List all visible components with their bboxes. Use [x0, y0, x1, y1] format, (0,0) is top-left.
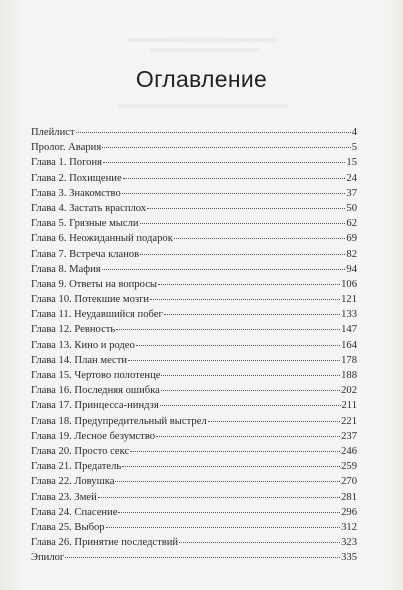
dot-leader — [160, 405, 341, 406]
toc-entry-page-number: 221 — [341, 415, 357, 427]
toc-entry-title: Пролог. Авария — [31, 142, 102, 154]
dot-leader — [164, 314, 340, 315]
dot-leader — [147, 208, 345, 209]
toc-entry-title: Эпилог — [31, 552, 65, 564]
toc-entry-title: Глава 3. Знакомство — [31, 187, 121, 199]
toc-entry[interactable] — [31, 338, 357, 353]
toc-entry[interactable] — [31, 520, 357, 535]
toc-entry-page-number: 296 — [341, 506, 357, 518]
toc-entry-page-number: 270 — [341, 476, 357, 488]
dot-leader — [123, 178, 346, 179]
dot-leader — [115, 481, 340, 482]
dot-leader — [208, 421, 340, 422]
dot-leader — [140, 254, 345, 255]
toc-entry[interactable] — [31, 368, 357, 383]
toc-entry-title: Глава 12. Ревность — [31, 324, 116, 336]
toc-entry[interactable] — [31, 216, 357, 231]
toc-entry-title: Глава 25. Выбор — [31, 521, 105, 533]
bleed-through-text — [128, 38, 278, 42]
toc-entry[interactable] — [31, 398, 357, 413]
toc-entry-page-number: 281 — [341, 491, 357, 503]
dot-leader — [116, 329, 340, 330]
toc-entry[interactable] — [31, 550, 357, 565]
toc-entry-title: Глава 20. Просто секс — [31, 445, 130, 457]
bleed-through-text — [118, 104, 288, 108]
toc-entry-page-number: 82 — [346, 248, 357, 260]
toc-entry[interactable] — [31, 383, 357, 398]
toc-entry[interactable] — [31, 459, 357, 474]
toc-entry[interactable] — [31, 277, 357, 292]
dot-leader — [179, 542, 340, 543]
toc-entry-page-number: 15 — [346, 157, 357, 169]
toc-entry-page-number: 246 — [341, 445, 357, 457]
toc-entry[interactable] — [31, 444, 357, 459]
toc-entry-title: Глава 1. Погоня — [31, 157, 102, 169]
toc-entry[interactable] — [31, 231, 357, 246]
toc-entry-title: Глава 9. Ответы на вопросы — [31, 278, 158, 290]
dot-leader — [161, 390, 340, 391]
toc-entry-page-number: 133 — [341, 309, 357, 321]
dot-leader — [156, 436, 340, 437]
dot-leader — [106, 527, 341, 528]
dot-leader — [102, 147, 351, 148]
toc-entry-title: Глава 26. Принятие последствий — [31, 537, 179, 549]
toc-entry-title: Глава 23. Змей — [31, 491, 97, 503]
toc-entry-title: Глава 11. Неудавшийся побег — [31, 309, 163, 321]
toc-entry-title: Глава 4. Застать врасплох — [31, 202, 147, 214]
toc-entry[interactable] — [31, 414, 357, 429]
toc-entry[interactable] — [31, 307, 357, 322]
toc-entry-page-number: 106 — [341, 278, 357, 290]
dot-leader — [161, 375, 340, 376]
toc-entry[interactable] — [31, 535, 357, 550]
toc-entry[interactable] — [31, 186, 357, 201]
toc-entry-title: Глава 6. Неожиданный подарок — [31, 233, 173, 245]
dot-leader — [76, 132, 351, 133]
toc-entry[interactable] — [31, 201, 357, 216]
toc-entry[interactable] — [31, 490, 357, 505]
toc-entry-page-number: 69 — [346, 233, 357, 245]
toc-entry-title: Глава 22. Ловушка — [31, 476, 115, 488]
dot-leader — [103, 162, 345, 163]
toc-entry-page-number: 237 — [341, 430, 357, 442]
toc-entry[interactable] — [31, 125, 357, 140]
toc-entry-title: Глава 5. Грязные мысли — [31, 218, 139, 230]
toc-entry-page-number: 202 — [341, 385, 357, 397]
toc-entry[interactable] — [31, 140, 357, 155]
toc-entry-page-number: 335 — [341, 552, 357, 564]
toc-entry[interactable] — [31, 171, 357, 186]
dot-leader — [65, 557, 340, 558]
page-title: Оглавление — [135, 66, 268, 92]
toc-entry-title: Глава 2. Похищение — [31, 172, 122, 184]
toc-entry-title: Плейлист — [31, 127, 75, 138]
dot-leader — [122, 193, 346, 194]
dot-leader — [130, 451, 340, 452]
toc-entry[interactable] — [31, 429, 357, 444]
toc-entry-title: Глава 14. План мести — [31, 354, 128, 366]
dot-leader — [118, 512, 340, 513]
toc-entry[interactable] — [31, 247, 357, 262]
dot-leader — [98, 497, 340, 498]
table-of-contents — [31, 125, 357, 565]
toc-entry-title: Глава 10. Потекшие мозги — [31, 294, 150, 306]
toc-entry-page-number: 50 — [346, 202, 357, 214]
toc-entry[interactable] — [31, 322, 357, 337]
bleed-through-text — [150, 48, 260, 52]
toc-entry-page-number: 312 — [341, 521, 357, 533]
toc-entry-title: Глава 8. Мафия — [31, 263, 101, 275]
toc-entry-title: Глава 21. Предатель — [31, 461, 122, 473]
toc-entry[interactable] — [31, 505, 357, 520]
toc-entry-title: Глава 18. Предупредительный выстрел — [31, 415, 207, 427]
toc-entry-page-number: 147 — [341, 324, 357, 336]
toc-entry-title: Глава 13. Кино и родео — [31, 339, 135, 351]
toc-entry-page-number: 211 — [341, 400, 357, 412]
toc-entry-title: Глава 19. Лесное безумство — [31, 430, 156, 442]
dot-leader — [128, 360, 340, 361]
toc-entry-page-number: 37 — [346, 187, 357, 199]
toc-entry-title: Глава 16. Последняя ошибка — [31, 385, 160, 397]
toc-entry-title: Глава 17. Принцесса-ниндзя — [31, 400, 159, 412]
toc-entry-page-number: 62 — [346, 218, 357, 230]
toc-entry-title: Глава 7. Встреча кланов — [31, 248, 140, 260]
dot-leader — [102, 269, 346, 270]
toc-entry-page-number: 164 — [341, 339, 357, 351]
toc-entry-page-number: 323 — [341, 537, 357, 549]
toc-entry[interactable] — [31, 155, 357, 170]
dot-leader — [158, 284, 340, 285]
dot-leader — [122, 466, 340, 467]
toc-entry-page-number: 121 — [341, 294, 357, 306]
toc-entry-page-number: 178 — [341, 354, 357, 366]
toc-entry-page-number: 24 — [346, 172, 357, 184]
toc-entry[interactable] — [31, 292, 357, 307]
dot-leader — [174, 238, 346, 239]
toc-entry[interactable] — [31, 474, 357, 489]
toc-entry-page-number: 188 — [341, 370, 357, 381]
dot-leader — [140, 223, 346, 224]
toc-entry[interactable] — [31, 262, 357, 277]
toc-entry-title: Глава 24. Спасение — [31, 506, 118, 518]
toc-entry-page-number: 259 — [341, 461, 357, 473]
dot-leader — [150, 299, 340, 300]
toc-entry-page-number: 5 — [351, 142, 357, 154]
toc-entry-title: Глава 15. Чертово полотенце — [31, 370, 161, 381]
toc-entry[interactable] — [31, 353, 357, 368]
toc-entry-page-number: 4 — [351, 127, 357, 138]
toc-entry-page-number: 94 — [346, 263, 357, 275]
dot-leader — [136, 345, 340, 346]
